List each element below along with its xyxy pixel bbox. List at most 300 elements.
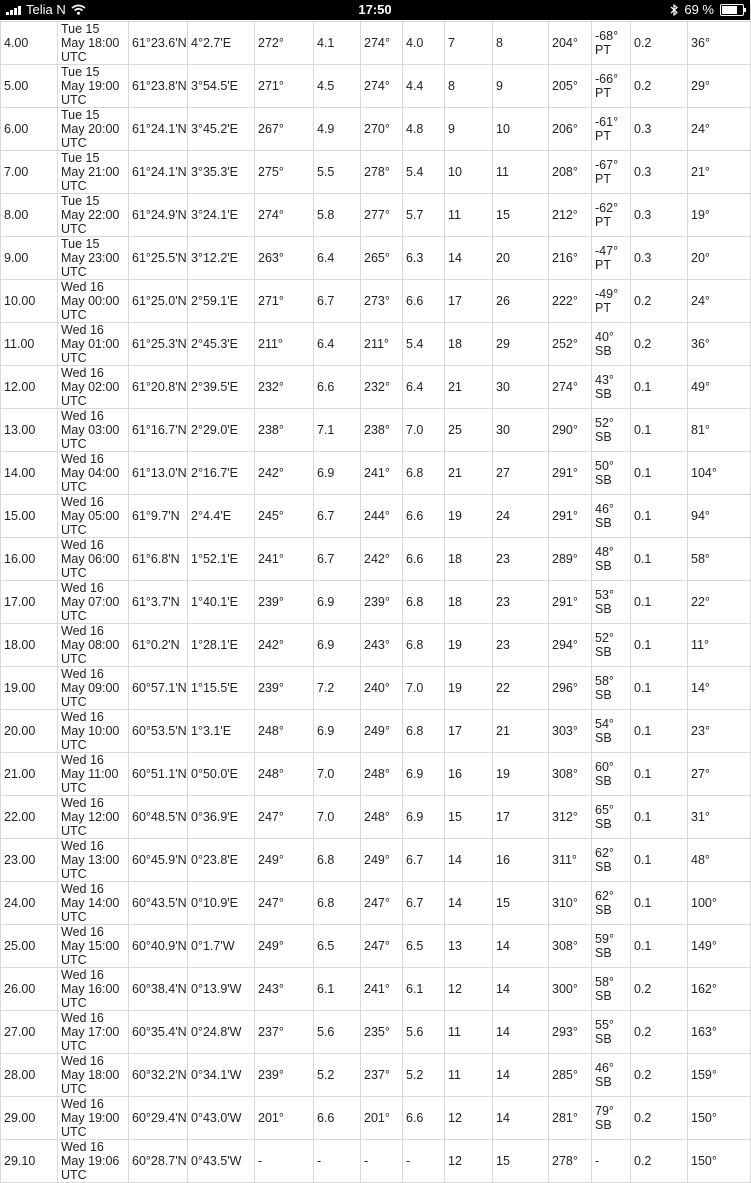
- cell-latitude: 60°28.7'N: [129, 1140, 188, 1183]
- cell-heading: 232°: [361, 366, 403, 409]
- cell-sog: 6.6: [314, 1097, 361, 1140]
- cell-sog: 7.2: [314, 667, 361, 710]
- cell-time: Wed 16 May 19:00 UTC: [58, 1097, 129, 1140]
- cell-current-dir: 104°: [688, 452, 751, 495]
- cell-latitude: 60°45.9'N: [129, 839, 188, 882]
- cell-current-dir: 31°: [688, 796, 751, 839]
- table-row: [1, 1011, 751, 1054]
- cell-distance: 19.00: [1, 667, 58, 710]
- cell-sog: 6.8: [314, 839, 361, 882]
- cell-sog: 4.9: [314, 108, 361, 151]
- table-row: [1, 839, 751, 882]
- cell-twa: 48° SB: [592, 538, 631, 581]
- cell-longitude: 2°39.5'E: [188, 366, 255, 409]
- cell-twd: 222°: [549, 280, 592, 323]
- cell-current: 0.1: [631, 710, 688, 753]
- cell-time: Wed 16 May 04:00 UTC: [58, 452, 129, 495]
- table-row: [1, 65, 751, 108]
- cell-latitude: 61°25.0'N: [129, 280, 188, 323]
- cell-gust: 23: [493, 581, 549, 624]
- cell-cog: 248°: [255, 710, 314, 753]
- cell-speed-through-water: 4.8: [403, 108, 445, 151]
- cell-current: 0.1: [631, 495, 688, 538]
- cell-latitude: 61°9.7'N: [129, 495, 188, 538]
- cell-latitude: 60°43.5'N: [129, 882, 188, 925]
- cell-cog: 242°: [255, 624, 314, 667]
- cell-twd: 296°: [549, 667, 592, 710]
- cell-longitude: 1°52.1'E: [188, 538, 255, 581]
- cell-longitude: 3°54.5'E: [188, 65, 255, 108]
- cell-time: Wed 16 May 03:00 UTC: [58, 409, 129, 452]
- cell-latitude: 60°53.5'N: [129, 710, 188, 753]
- cell-twa: 46° SB: [592, 1054, 631, 1097]
- cell-speed-through-water: 5.4: [403, 151, 445, 194]
- cell-heading: 240°: [361, 667, 403, 710]
- table-row: [1, 194, 751, 237]
- cell-cog: 237°: [255, 1011, 314, 1054]
- cell-sog: 6.8: [314, 882, 361, 925]
- cell-cog: 247°: [255, 796, 314, 839]
- cell-tws: 15: [445, 796, 493, 839]
- cell-distance: 12.00: [1, 366, 58, 409]
- cell-longitude: 2°4.4'E: [188, 495, 255, 538]
- cell-tws: 12: [445, 1097, 493, 1140]
- cell-current: 0.1: [631, 452, 688, 495]
- table-row: [1, 452, 751, 495]
- cell-tws: 10: [445, 151, 493, 194]
- cell-sog: 7.0: [314, 796, 361, 839]
- cell-tws: 11: [445, 1054, 493, 1097]
- cell-cog: -: [255, 1140, 314, 1183]
- cell-gust: 30: [493, 366, 549, 409]
- cell-current: 0.3: [631, 237, 688, 280]
- cell-latitude: 61°24.1'N: [129, 151, 188, 194]
- cell-distance: 13.00: [1, 409, 58, 452]
- table-row: [1, 753, 751, 796]
- cell-gust: 22: [493, 667, 549, 710]
- table-row: [1, 323, 751, 366]
- cell-current-dir: 162°: [688, 968, 751, 1011]
- cell-current: 0.3: [631, 151, 688, 194]
- cell-longitude: 2°29.0'E: [188, 409, 255, 452]
- cell-tws: 12: [445, 968, 493, 1011]
- cell-gust: 29: [493, 323, 549, 366]
- cell-twa: 53° SB: [592, 581, 631, 624]
- cell-distance: 16.00: [1, 538, 58, 581]
- cell-current-dir: 58°: [688, 538, 751, 581]
- cell-latitude: 60°51.1'N: [129, 753, 188, 796]
- cell-gust: 14: [493, 1054, 549, 1097]
- table-row: [1, 1097, 751, 1140]
- clock: 17:50: [358, 2, 392, 17]
- cell-sog: 6.1: [314, 968, 361, 1011]
- cell-tws: 18: [445, 323, 493, 366]
- cell-current: 0.2: [631, 280, 688, 323]
- cell-distance: 26.00: [1, 968, 58, 1011]
- cell-twa: 59° SB: [592, 925, 631, 968]
- cell-gust: 17: [493, 796, 549, 839]
- cell-gust: 10: [493, 108, 549, 151]
- cell-longitude: 3°12.2'E: [188, 237, 255, 280]
- cell-speed-through-water: 6.6: [403, 1097, 445, 1140]
- cell-time: Wed 16 May 11:00 UTC: [58, 753, 129, 796]
- cell-sog: -: [314, 1140, 361, 1183]
- table-row: [1, 22, 751, 65]
- cell-latitude: 61°16.7'N: [129, 409, 188, 452]
- cell-latitude: 61°23.8'N: [129, 65, 188, 108]
- cell-distance: 21.00: [1, 753, 58, 796]
- cell-gust: 20: [493, 237, 549, 280]
- cell-current-dir: 159°: [688, 1054, 751, 1097]
- cell-current-dir: 27°: [688, 753, 751, 796]
- cell-longitude: 1°28.1'E: [188, 624, 255, 667]
- table-row: [1, 538, 751, 581]
- cell-distance: 22.00: [1, 796, 58, 839]
- bluetooth-icon: [670, 4, 678, 16]
- cell-twa: 54° SB: [592, 710, 631, 753]
- cell-current-dir: 29°: [688, 65, 751, 108]
- cell-time: Wed 16 May 09:00 UTC: [58, 667, 129, 710]
- cell-tws: 14: [445, 839, 493, 882]
- cell-sog: 5.6: [314, 1011, 361, 1054]
- cell-twd: 303°: [549, 710, 592, 753]
- cell-distance: 24.00: [1, 882, 58, 925]
- cell-sog: 6.4: [314, 237, 361, 280]
- table-row: [1, 925, 751, 968]
- cell-distance: 29.00: [1, 1097, 58, 1140]
- cell-cog: 274°: [255, 194, 314, 237]
- cell-time: Wed 16 May 02:00 UTC: [58, 366, 129, 409]
- cell-latitude: 60°48.5'N: [129, 796, 188, 839]
- cell-tws: 19: [445, 624, 493, 667]
- cell-current: 0.1: [631, 538, 688, 581]
- cell-speed-through-water: 6.6: [403, 280, 445, 323]
- cell-distance: 14.00: [1, 452, 58, 495]
- cell-sog: 5.8: [314, 194, 361, 237]
- cell-distance: 23.00: [1, 839, 58, 882]
- table-row: [1, 151, 751, 194]
- cell-cog: 271°: [255, 65, 314, 108]
- cell-cog: 243°: [255, 968, 314, 1011]
- cell-distance: 4.00: [1, 22, 58, 65]
- cell-distance: 29.10: [1, 1140, 58, 1183]
- cell-cog: 245°: [255, 495, 314, 538]
- cell-gust: 11: [493, 151, 549, 194]
- cell-current: 0.2: [631, 1054, 688, 1097]
- cell-speed-through-water: 6.5: [403, 925, 445, 968]
- cell-tws: 17: [445, 710, 493, 753]
- cell-current-dir: 100°: [688, 882, 751, 925]
- cell-gust: 15: [493, 882, 549, 925]
- table-row: [1, 1054, 751, 1097]
- cell-gust: 21: [493, 710, 549, 753]
- cell-longitude: 0°50.0'E: [188, 753, 255, 796]
- cell-time: Wed 16 May 16:00 UTC: [58, 968, 129, 1011]
- cell-time: Wed 16 May 01:00 UTC: [58, 323, 129, 366]
- cell-speed-through-water: 7.0: [403, 409, 445, 452]
- cell-time: Wed 16 May 17:00 UTC: [58, 1011, 129, 1054]
- cell-current: 0.2: [631, 968, 688, 1011]
- cell-tws: 12: [445, 1140, 493, 1183]
- cell-heading: 239°: [361, 581, 403, 624]
- cell-sog: 6.4: [314, 323, 361, 366]
- cell-twa: 55° SB: [592, 1011, 631, 1054]
- cell-twa: 43° SB: [592, 366, 631, 409]
- cell-sog: 6.9: [314, 581, 361, 624]
- cell-gust: 15: [493, 1140, 549, 1183]
- status-bar-right: [670, 2, 744, 17]
- cell-current: 0.2: [631, 1097, 688, 1140]
- cell-gust: 14: [493, 968, 549, 1011]
- table-row: [1, 495, 751, 538]
- cell-longitude: 0°43.0'W: [188, 1097, 255, 1140]
- cell-twa: 65° SB: [592, 796, 631, 839]
- cell-latitude: 61°0.2'N: [129, 624, 188, 667]
- cell-longitude: 0°13.9'W: [188, 968, 255, 1011]
- cell-tws: 8: [445, 65, 493, 108]
- cell-current-dir: 163°: [688, 1011, 751, 1054]
- cell-gust: 30: [493, 409, 549, 452]
- table-row: [1, 366, 751, 409]
- cell-cog: 247°: [255, 882, 314, 925]
- cell-cog: 249°: [255, 839, 314, 882]
- cell-current-dir: 36°: [688, 22, 751, 65]
- cell-speed-through-water: -: [403, 1140, 445, 1183]
- cell-time: Wed 16 May 12:00 UTC: [58, 796, 129, 839]
- cell-heading: 249°: [361, 839, 403, 882]
- cell-tws: 19: [445, 495, 493, 538]
- cell-twa: -67° PT: [592, 151, 631, 194]
- cell-distance: 17.00: [1, 581, 58, 624]
- cell-time: Wed 16 May 05:00 UTC: [58, 495, 129, 538]
- cell-current: 0.1: [631, 796, 688, 839]
- cell-time: Tue 15 May 21:00 UTC: [58, 151, 129, 194]
- cell-distance: 5.00: [1, 65, 58, 108]
- cell-time: Wed 16 May 06:00 UTC: [58, 538, 129, 581]
- cell-cog: 271°: [255, 280, 314, 323]
- cell-twd: 293°: [549, 1011, 592, 1054]
- track-log-table-container[interactable]: [0, 20, 750, 1182]
- cell-time: Wed 16 May 08:00 UTC: [58, 624, 129, 667]
- cell-current-dir: 22°: [688, 581, 751, 624]
- cell-cog: 263°: [255, 237, 314, 280]
- cell-current-dir: 48°: [688, 839, 751, 882]
- cell-longitude: 0°43.5'W: [188, 1140, 255, 1183]
- cell-twd: 205°: [549, 65, 592, 108]
- cell-tws: 14: [445, 882, 493, 925]
- cell-sog: 6.7: [314, 495, 361, 538]
- cell-cog: 239°: [255, 581, 314, 624]
- cell-speed-through-water: 7.0: [403, 667, 445, 710]
- cell-tws: 18: [445, 581, 493, 624]
- battery-fill: [722, 6, 737, 14]
- cell-latitude: 60°40.9'N: [129, 925, 188, 968]
- cell-cog: 249°: [255, 925, 314, 968]
- cell-twd: 212°: [549, 194, 592, 237]
- cell-twd: 300°: [549, 968, 592, 1011]
- cell-tws: 11: [445, 1011, 493, 1054]
- cell-current: 0.2: [631, 323, 688, 366]
- cell-twa: -49° PT: [592, 280, 631, 323]
- cell-speed-through-water: 5.2: [403, 1054, 445, 1097]
- cell-longitude: 2°45.3'E: [188, 323, 255, 366]
- cell-twd: 285°: [549, 1054, 592, 1097]
- cell-latitude: 61°23.6'N: [129, 22, 188, 65]
- cell-twa: 50° SB: [592, 452, 631, 495]
- cell-twd: 274°: [549, 366, 592, 409]
- cell-cog: 248°: [255, 753, 314, 796]
- cell-current: 0.1: [631, 366, 688, 409]
- cell-current: 0.3: [631, 194, 688, 237]
- cell-twd: 290°: [549, 409, 592, 452]
- cell-time: Wed 16 May 07:00 UTC: [58, 581, 129, 624]
- cell-sog: 6.7: [314, 538, 361, 581]
- cell-twa: 40° SB: [592, 323, 631, 366]
- cell-longitude: 4°2.7'E: [188, 22, 255, 65]
- cell-cog: 241°: [255, 538, 314, 581]
- cell-tws: 7: [445, 22, 493, 65]
- cell-current: 0.1: [631, 925, 688, 968]
- cell-current-dir: 81°: [688, 409, 751, 452]
- cell-twd: 252°: [549, 323, 592, 366]
- carrier-label: Telia N: [26, 2, 66, 17]
- cell-gust: 23: [493, 538, 549, 581]
- cell-speed-through-water: 6.4: [403, 366, 445, 409]
- cell-time: Tue 15 May 18:00 UTC: [58, 22, 129, 65]
- cell-tws: 17: [445, 280, 493, 323]
- cell-sog: 7.1: [314, 409, 361, 452]
- cell-latitude: 60°32.2'N: [129, 1054, 188, 1097]
- status-bar: [0, 0, 750, 20]
- cell-twa: 62° SB: [592, 882, 631, 925]
- table-row: [1, 968, 751, 1011]
- cell-longitude: 1°3.1'E: [188, 710, 255, 753]
- cell-heading: 274°: [361, 65, 403, 108]
- cell-twd: 308°: [549, 753, 592, 796]
- cell-heading: 273°: [361, 280, 403, 323]
- cell-twa: 58° SB: [592, 667, 631, 710]
- cell-current-dir: 23°: [688, 710, 751, 753]
- cell-time: Wed 16 May 00:00 UTC: [58, 280, 129, 323]
- cell-latitude: 60°35.4'N: [129, 1011, 188, 1054]
- cell-cog: 211°: [255, 323, 314, 366]
- cell-twa: 52° SB: [592, 624, 631, 667]
- cell-tws: 14: [445, 237, 493, 280]
- cell-current: 0.1: [631, 581, 688, 624]
- cell-distance: 18.00: [1, 624, 58, 667]
- cell-longitude: 3°35.3'E: [188, 151, 255, 194]
- cell-twd: 278°: [549, 1140, 592, 1183]
- cell-speed-through-water: 4.4: [403, 65, 445, 108]
- battery-icon: [720, 4, 744, 16]
- cell-speed-through-water: 4.0: [403, 22, 445, 65]
- cell-current-dir: 36°: [688, 323, 751, 366]
- cell-longitude: 0°36.9'E: [188, 796, 255, 839]
- cell-current-dir: 24°: [688, 280, 751, 323]
- cell-time: Wed 16 May 13:00 UTC: [58, 839, 129, 882]
- cell-distance: 8.00: [1, 194, 58, 237]
- cell-cog: 238°: [255, 409, 314, 452]
- cell-longitude: 0°24.8'W: [188, 1011, 255, 1054]
- cell-heading: 277°: [361, 194, 403, 237]
- cell-distance: 6.00: [1, 108, 58, 151]
- cell-heading: 278°: [361, 151, 403, 194]
- cell-longitude: 0°34.1'W: [188, 1054, 255, 1097]
- cell-speed-through-water: 5.7: [403, 194, 445, 237]
- cell-longitude: 2°59.1'E: [188, 280, 255, 323]
- cell-sog: 6.6: [314, 366, 361, 409]
- cell-tws: 11: [445, 194, 493, 237]
- cell-sog: 4.5: [314, 65, 361, 108]
- cell-longitude: 0°10.9'E: [188, 882, 255, 925]
- cell-longitude: 1°15.5'E: [188, 667, 255, 710]
- cell-speed-through-water: 6.9: [403, 796, 445, 839]
- cell-twa: -61° PT: [592, 108, 631, 151]
- cell-speed-through-water: 6.6: [403, 495, 445, 538]
- cell-heading: -: [361, 1140, 403, 1183]
- cell-time: Wed 16 May 14:00 UTC: [58, 882, 129, 925]
- table-row: [1, 409, 751, 452]
- cell-twd: 208°: [549, 151, 592, 194]
- cell-sog: 5.5: [314, 151, 361, 194]
- cell-current: 0.2: [631, 22, 688, 65]
- cell-twd: 310°: [549, 882, 592, 925]
- cell-current: 0.1: [631, 667, 688, 710]
- cell-heading: 211°: [361, 323, 403, 366]
- cell-current-dir: 149°: [688, 925, 751, 968]
- cell-tws: 21: [445, 452, 493, 495]
- cell-twd: 291°: [549, 581, 592, 624]
- cell-latitude: 60°57.1'N: [129, 667, 188, 710]
- cell-twd: 294°: [549, 624, 592, 667]
- cell-gust: 8: [493, 22, 549, 65]
- cell-heading: 201°: [361, 1097, 403, 1140]
- cell-time: Tue 15 May 19:00 UTC: [58, 65, 129, 108]
- cell-twa: 60° SB: [592, 753, 631, 796]
- cell-cog: 239°: [255, 667, 314, 710]
- cell-twa: -66° PT: [592, 65, 631, 108]
- cell-speed-through-water: 6.9: [403, 753, 445, 796]
- cell-distance: 27.00: [1, 1011, 58, 1054]
- cell-heading: 265°: [361, 237, 403, 280]
- cell-current-dir: 19°: [688, 194, 751, 237]
- cell-speed-through-water: 6.7: [403, 839, 445, 882]
- cell-cog: 272°: [255, 22, 314, 65]
- cell-latitude: 61°6.8'N: [129, 538, 188, 581]
- cell-current: 0.1: [631, 753, 688, 796]
- cell-gust: 27: [493, 452, 549, 495]
- cell-heading: 248°: [361, 753, 403, 796]
- cell-latitude: 61°3.7'N: [129, 581, 188, 624]
- cell-tws: 18: [445, 538, 493, 581]
- cell-twa: -47° PT: [592, 237, 631, 280]
- cell-gust: 19: [493, 753, 549, 796]
- cell-sog: 5.2: [314, 1054, 361, 1097]
- cell-cog: 201°: [255, 1097, 314, 1140]
- cell-sog: 6.9: [314, 624, 361, 667]
- cell-heading: 238°: [361, 409, 403, 452]
- cell-twd: 312°: [549, 796, 592, 839]
- cell-latitude: 60°38.4'N: [129, 968, 188, 1011]
- cell-gust: 16: [493, 839, 549, 882]
- cell-time: Tue 15 May 22:00 UTC: [58, 194, 129, 237]
- cell-cog: 239°: [255, 1054, 314, 1097]
- cell-heading: 247°: [361, 925, 403, 968]
- cell-gust: 14: [493, 925, 549, 968]
- cell-tws: 19: [445, 667, 493, 710]
- cell-speed-through-water: 6.8: [403, 624, 445, 667]
- cell-current: 0.2: [631, 65, 688, 108]
